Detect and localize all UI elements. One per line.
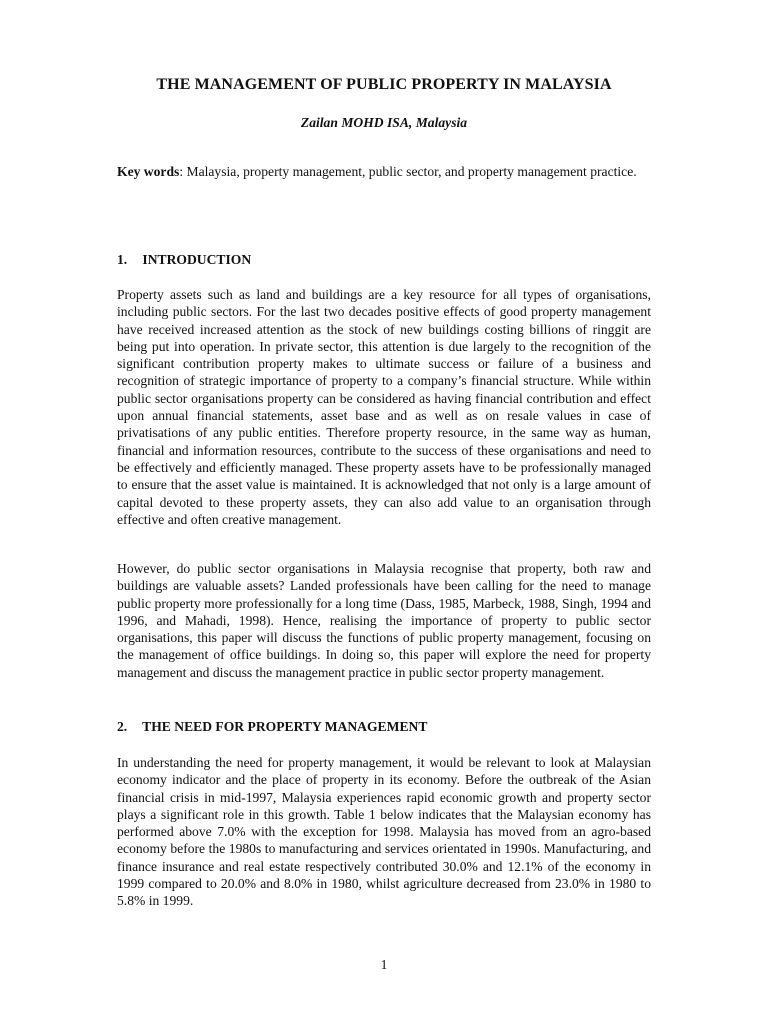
section-heading-need-for-property-management xyxy=(117,719,427,735)
section-number: 1. xyxy=(117,252,128,267)
document-title: THE MANAGEMENT OF PUBLIC PROPERTY IN MALAYSIA xyxy=(156,76,612,93)
body-paragraph: In understanding the need for property management, it would be relevant to look at Malaysian economy indicator and the place of property in its economy. Before the outbreak of the Asian financial crisis in mid-1997, Malaysia experiences rapid economic growth and property sector plays a significant role in this growth. Table 1 below indicates that the Malaysian economy has performed above 7.0% with the exception for 1998. Malaysia has moved from an agro-based economy before the 1980s to manufacturing and services orientated in 1990s. Manufacturing, and finance insurance and real estate respectively contributed 30.0% and 12.1% of the economy in 1999 compared to 20.0% and 8.0% in 1980, whilst agriculture decreased from 23.0% in 1980 to 5.8% in 1999. xyxy=(117,755,651,909)
body-paragraph: Property assets such as land and buildings are a key resource for all types of organisations, including public sectors. For the last two decades positive effects of good property management have received increased attention as the stock of new buildings costing billions of ringgit are being put into operation. In private sector, this attention is due largely to the recognition of the significant contribution property makes to ultimate success or failure of a business and recognition of strategic importance of property to a company’s financial structure. While within public sector organisations property can be considered as having financial contribution and effect upon annual financial statements, asset base and as well as on resale values in case of privatisations of any public entities. Therefore property resource, in the same way as human, financial and information resources, contribute to the success of these organisations and need to be effectively and efficiently managed. These property assets have to be professionally managed to ensure that the asset value is maintained. It is acknowledged that not only is a large amount of capital devoted to these property assets, they can also add value to an organisation through effective and often creative management. xyxy=(117,287,651,527)
body-paragraph: However, do public sector organisations in Malaysia recognise that property, both raw and buildings are valuable assets? Landed professionals have been calling for the need to manage public property more professionally for a long time (Dass, 1985, Marbeck, 1988, Singh, 1994 and 1996, and Mahadi, 1998). Hence, realising the importance of property to public sector organisations, this paper will discuss the functions of public property management, focusing on the management of office buildings. In doing so, this paper will explore the need for property management and discuss the management practice in public sector property management. xyxy=(117,561,651,680)
page-number: 1 xyxy=(380,957,388,972)
section-heading-introduction xyxy=(117,252,251,268)
author-line: Zailan MOHD ISA, Malaysia xyxy=(300,115,468,130)
keywords-paragraph xyxy=(117,163,651,182)
document-page xyxy=(117,0,651,1024)
section-title: INTRODUCTION xyxy=(142,252,252,267)
section-number: 2. xyxy=(117,719,128,734)
section-title: THE NEED FOR PROPERTY MANAGEMENT xyxy=(142,719,428,734)
keywords-text: : Malaysia, property management, public sector, and property management practice. xyxy=(179,164,637,179)
keywords-label: Key words xyxy=(117,164,180,179)
